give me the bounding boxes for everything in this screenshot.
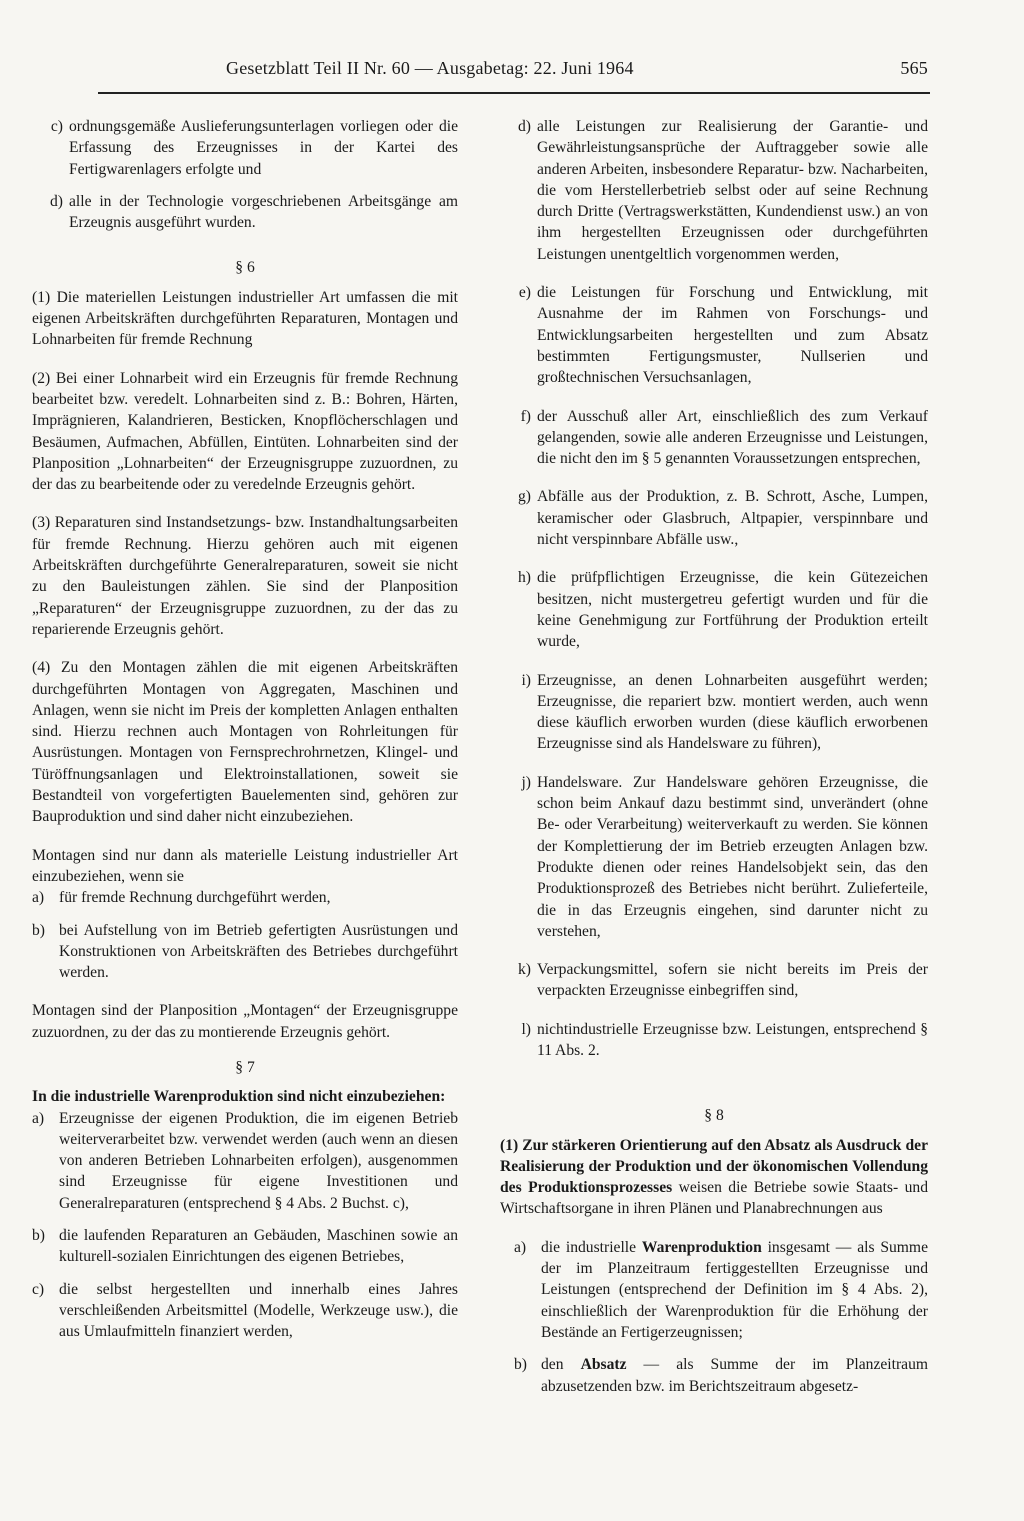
list-text: für fremde Rechnung durchgeführt werden, bbox=[59, 889, 331, 907]
list-label: e) bbox=[518, 284, 531, 302]
page-number: 565 bbox=[900, 58, 928, 78]
list-item-7c bbox=[32, 1279, 458, 1343]
plain-text: den bbox=[541, 1356, 581, 1374]
list-item-i bbox=[500, 670, 928, 755]
list-item-6a bbox=[32, 887, 458, 908]
list-text: die laufenden Reparaturen an Gebäuden, Maschinen sowie an kulturell-sozialen Einrichtungen des eigenen Betriebes, bbox=[59, 1227, 458, 1266]
list-label: h) bbox=[518, 569, 531, 587]
header-title: Gesetzblatt Teil II Nr. 60 — Ausgabetag: 22. Juni 1964 bbox=[226, 58, 634, 78]
list-label: k) bbox=[518, 961, 531, 979]
list-item-8b bbox=[500, 1354, 928, 1397]
list-text: bei Aufstellung von im Betrieb gefertigten Ausrüstungen und Konstruktionen von Arbeitskräften des Betriebes durchgeführt werden. bbox=[59, 921, 458, 982]
list-text: Abfälle aus der Produktion, z. B. Schrott, Asche, Lumpen, keramischer oder Glasbruch, Altpapier, verspinnbare und nicht verspinnbare Abfälle usw., bbox=[537, 488, 928, 549]
list-item-f bbox=[500, 406, 928, 470]
list-item-7b bbox=[32, 1225, 458, 1268]
list-text: die selbst hergestellten und innerhalb eines Jahres verschleißenden Arbeitsmittel (Modelle, Werkzeuge usw.), die aus Umlaufmitteln finanziert werden, bbox=[59, 1280, 458, 1341]
paragraph-6-4: (4) Zu den Montagen zählen die mit eigenen Arbeitskräften durchgeführten Montagen von Aggregaten, Maschinen und Anlagen, wenn sie nicht im Preis der kompletten Anlagen enthalten sind. Hierzu rechnen auch Montagen von Rohrleitungen für Ausrüstungen. Montagen von Fernsprechrohrnetzen, Klingel- und Türöffnungsanlagen und Elektroinstallationen, soweit sie Bestandteil von vorgefertigten Bauelementen sind, gehören zur Bauproduktion und sind daher nicht einzubeziehen. bbox=[32, 659, 458, 826]
bold-text: Absatz bbox=[580, 1356, 627, 1374]
list-item-d bbox=[32, 191, 458, 234]
list-text: die Leistungen für Forschung und Entwicklung, mit Ausnahme der im Rahmen von Forschungs- und Entwicklungsarbeiten hergestellten und zum Absatz bestimmten Fertigungsmuster, Nullserien und großtechnischen Versuchsanlagen, bbox=[537, 284, 928, 387]
list-label: a) bbox=[32, 889, 45, 907]
plain-text: — als Summe der im Planzeitraum abzusetzenden bzw. im Berichtszeitraum abgesetz- bbox=[541, 1356, 928, 1395]
list-label: c) bbox=[50, 118, 63, 135]
paragraph-6-6: Montagen sind der Planposition „Montagen“ der Erzeugnisgruppe zuzuordnen, zu der das zu montierende Erzeugnis gehört. bbox=[32, 1002, 458, 1041]
list-label: f) bbox=[520, 407, 531, 425]
paragraph-6-3: (3) Reparaturen sind Instandsetzungs- bzw. Instandhaltungsarbeiten für fremde Rechnung. Hierzu gehören auch mit eigenen Arbeitskräften durchgeführte Generalreparaturen, soweit sie nicht zu den Bauleistungen zählen. Sie sind der Planposition „Reparaturen“ der Erzeugnisgruppe zuzuordnen, zu der das zu reparierende Erzeugnis gehört. bbox=[32, 514, 458, 638]
header-rule bbox=[98, 92, 930, 94]
list-text: nichtindustrielle Erzeugnisse bzw. Leistungen, entsprechend § 11 Abs. 2. bbox=[537, 1020, 928, 1059]
list-text: die prüfpflichtigen Erzeugnisse, die kein Gütezeichen besitzen, nicht mustergetreu gefertigt wurden und für die keine Genehmigung zur Fortführung der Produktion erteilt wurde, bbox=[537, 569, 928, 651]
list-text bbox=[541, 1237, 928, 1343]
list-label: d) bbox=[50, 192, 63, 210]
list-item-g bbox=[500, 486, 928, 550]
list-label: b) bbox=[32, 1227, 45, 1245]
list-text: der Ausschuß aller Art, einschließlich des zum Verkauf gelangenden, sowie alle anderen Erzeugnisse und Leistungen, die nicht den im § 5 genannten Voraussetzungen entsprechen, bbox=[537, 407, 928, 468]
plain-text: insgesamt — als Summe der im Planzeitraum fertiggestellten Erzeugnisse und Leistungen (entsprechend der Definition im § 4 Abs. 2), einschließlich der Warenproduktion für die Erhöhung der Bestände an Fertigerzeugnissen; bbox=[541, 1238, 928, 1341]
section-heading-6: § 6 bbox=[235, 259, 255, 277]
list-label: a) bbox=[514, 1238, 527, 1256]
list-label: d) bbox=[518, 118, 531, 135]
plain-text: die industrielle bbox=[541, 1238, 642, 1256]
list-item-6b bbox=[32, 920, 458, 984]
bold-text: (1) Zur stärkeren Orientierung auf den Absatz als Ausdruck der Realisierung der Produktion und der ökonomischen Vollendung des Produktionsprozesses bbox=[500, 1136, 928, 1197]
list-label: a) bbox=[32, 1109, 45, 1127]
list-item-h bbox=[500, 567, 928, 652]
list-text: Erzeugnisse der eigenen Produktion, die im eigenen Betrieb weiterverarbeitet bzw. verwendet werden (auch wenn an diesen von anderen Betrieben Lohnarbeiten erfolgen), ausgenommen sind Erzeugnisse für eigene Investitionen und Generalreparaturen (entsprechend § 4 Abs. 2 Buchst. c), bbox=[59, 1109, 458, 1212]
section-heading-7: § 7 bbox=[235, 1058, 255, 1076]
list-label: g) bbox=[518, 488, 531, 506]
list-item-l bbox=[500, 1019, 928, 1062]
list-label: b) bbox=[32, 921, 45, 939]
list-item-c bbox=[32, 116, 458, 180]
page-header bbox=[98, 50, 928, 90]
list-text: Handelsware. Zur Handelsware gehören Erzeugnisse, die schon beim Ankauf dazu bestimmt sind, unverändert (ohne Be- oder Verarbeitung) weiterverkauft zu werden. Sie können der Komplettierung der im Betrieb erzeugten Anlagen bzw. Produkte dienen oder reines Handelsobjekt sein, das den Produktionsprozeß des Betriebes nicht berührt. Zulieferteile, die in das Erzeugnis eingehen, sind darunter nicht zu verstehen, bbox=[537, 773, 928, 940]
list-item-k bbox=[500, 959, 928, 1002]
left-column bbox=[32, 116, 458, 1343]
list-label: b) bbox=[514, 1356, 527, 1374]
bold-text: Warenproduktion bbox=[641, 1238, 762, 1256]
paragraph-8-1 bbox=[500, 1135, 928, 1220]
list-item-j bbox=[500, 772, 928, 942]
paragraph-6-1: (1) Die materiellen Leistungen industrieller Art umfassen die mit eigenen Arbeitskräften durchgeführten Reparaturen, Montagen und Lohnarbeiten für fremde Rechnung bbox=[32, 288, 458, 349]
plain-text: weisen die Betriebe sowie Staats- und Wirtschaftsorgane in ihren Plänen und Planabrechnungen aus bbox=[500, 1179, 928, 1218]
list-item-7a bbox=[32, 1108, 458, 1214]
paragraph-6-2: (2) Bei einer Lohnarbeit wird ein Erzeugnis für fremde Rechnung bearbeitet bzw. veredelt. Lohnarbeiten sind z. B.: Bohren, Härten, Imprägnieren, Kalandrieren, Besticken, Knopflöcherschlagen und Besäumen, Aufmachen, Abfüllen, Eintüten. Lohnarbeiten sind der Planposition „Lohnarbeiten“ der Erzeugnisgruppe zuzuordnen, zu der das zu bearbeitende oder zu veredelnde Erzeugnis gehört. bbox=[32, 369, 458, 494]
paragraph-6-5: Montagen sind nur dann als materielle Leistung industrieller Art einzubeziehen, wenn sie bbox=[32, 846, 458, 885]
list-item-d bbox=[500, 116, 928, 265]
list-text: Erzeugnisse, an denen Lohnarbeiten ausgeführt werden; Erzeugnisse, die repariert bzw. montiert werden, auch wenn diese käuflich erworben wurden (diese käuflich erworbenen Erzeugnisse sind als Handelsware zu führen), bbox=[537, 671, 928, 753]
list-label: j) bbox=[521, 773, 531, 791]
list-label: i) bbox=[521, 671, 531, 689]
list-text: alle Leistungen zur Realisierung der Garantie- und Gewährleistungsansprüche der Auftraggeber sowie alle anderen Arbeiten, insbesondere Reparatur- bzw. Nacharbeiten, die vom Herstellerbetrieb selbst oder auf seine Rechnung durch Dritte (Vertragswerkstätten, Kundendienst usw.) an von ihm hergestellten Erzeugnissen oder durchgeführten Leistungen unentgeltlich vorgenommen werden, bbox=[537, 118, 928, 263]
list-label: l) bbox=[521, 1020, 531, 1038]
list-text: ordnungsgemäße Auslieferungsunterlagen vorliegen oder die Erfassung des Erzeugnisses in der Kartei des Fertigwarenlagers erfolgte und bbox=[69, 118, 458, 178]
section-heading-8: § 8 bbox=[704, 1107, 724, 1125]
bold-text: In die industrielle Warenproduktion sind nicht einzubeziehen: bbox=[32, 1088, 446, 1106]
list-text bbox=[541, 1354, 928, 1397]
list-text: Verpackungsmittel, sofern sie nicht bereits im Preis der verpackten Erzeugnisse einbegriffen sind, bbox=[537, 961, 928, 1000]
list-item-e bbox=[500, 282, 928, 388]
paragraph-7-intro bbox=[32, 1086, 458, 1107]
right-column bbox=[500, 116, 928, 1397]
list-item-8a bbox=[500, 1237, 928, 1343]
list-label: c) bbox=[32, 1280, 45, 1298]
list-text: alle in der Technologie vorgeschriebenen Arbeitsgänge am Erzeugnis ausgeführt wurden. bbox=[69, 192, 458, 232]
